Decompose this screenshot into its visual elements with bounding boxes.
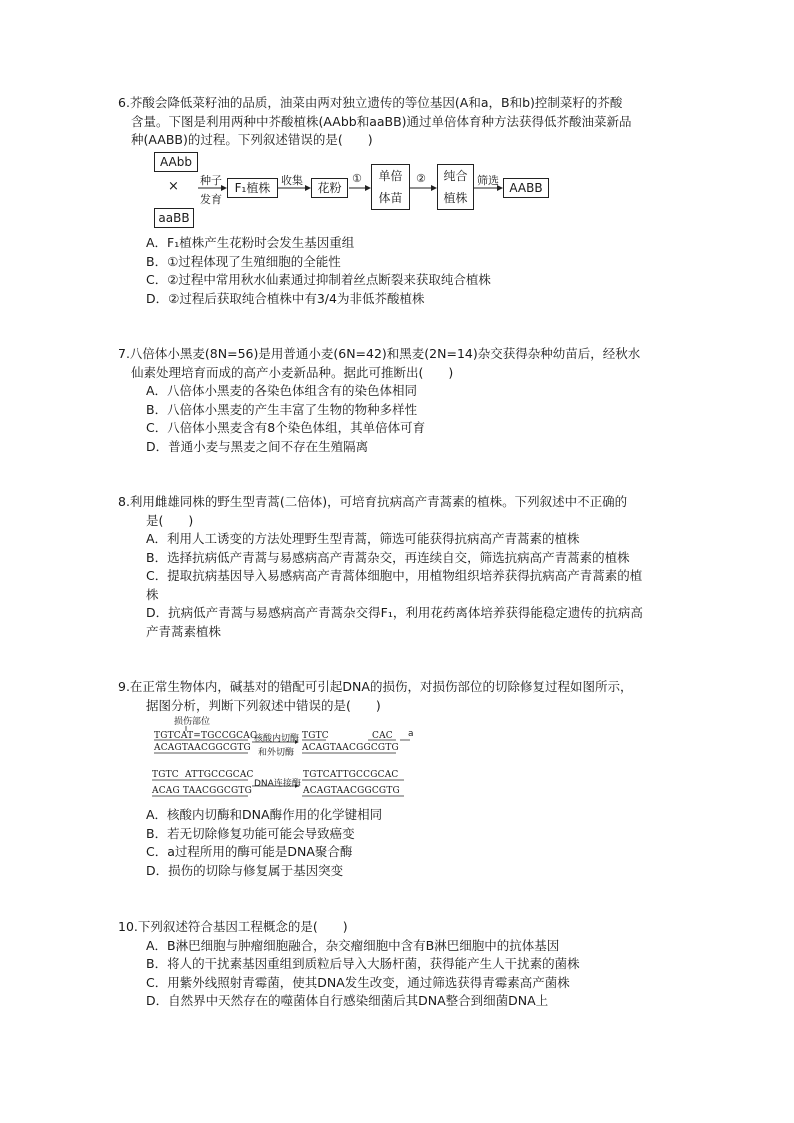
q9-strand3-bottom: ACAG TAACGGCGTG — [152, 786, 252, 796]
q6-pure-line1: 纯合 — [443, 169, 468, 183]
q7-option-b: B．八倍体小黑麦的产生丰富了生物的物种多样性 — [146, 401, 418, 417]
q9-option-a: A．核酸内切酶和DNA酶作用的化学键相同 — [146, 807, 383, 822]
q6-arrow2-label: 收集 — [281, 174, 303, 187]
q6-pure-box — [437, 164, 474, 210]
q8-stem-line1: 8.利用雌雄同株的野生型青蒿(二倍体)，可培育抗病高产青蒿素的植株。下列叙述中不正确的 — [118, 494, 628, 509]
q9-stem-line1: 9.在正常生物体内，碱基对的错配可引起DNA的损伤，对损伤部位的切除修复过程如图所示， — [118, 679, 633, 694]
q6-stem-line1: 6.芥酸会降低菜籽油的品质，油菜由两对独立遗传的等位基因(A和a，B和b)控制菜籽的芥酸 — [118, 95, 623, 110]
q9-option-c: C．a过程所用的酶可能是DNA聚合酶 — [146, 844, 353, 859]
q6-haploid-box — [371, 164, 410, 210]
q6-parent1-box: AAbb — [154, 152, 198, 172]
q7-option-a: A．八倍体小黑麦的各染色体组含有的染色体相同 — [146, 383, 418, 398]
question-8 — [118, 493, 708, 641]
q6-step2-label: ② — [416, 172, 426, 185]
q6-option-c: C．②过程中常用秋水仙素通过抑制着丝点断裂来获取纯合植株 — [146, 272, 491, 287]
q6-option-a: A．F₁植株产生花粉时会发生基因重组 — [146, 235, 355, 250]
q9-strand2-top-left: TGTC — [302, 731, 329, 741]
q10-option-b: B．将人的干扰素基因重组到质粒后导入大肠杆菌，获得能产生人干扰素的菌株 — [146, 956, 580, 971]
q8-option-b: B．选择抗病低产青蒿与易感病高产青蒿杂交，再连续自交，筛选抗病高产青蒿素的植株 — [146, 549, 630, 565]
q9-strand2-top-right: CAC — [372, 731, 393, 741]
q9-stem-line2: 据图分析，判断下列叙述中错误的是( ) — [146, 697, 381, 713]
question-10 — [118, 918, 708, 1011]
q6-arrow1-bottom-label: 发育 — [200, 193, 222, 206]
q10-option-d: D．自然界中天然存在的噬菌体自行感染细菌后其DNA整合到细菌DNA上 — [146, 993, 549, 1008]
q6-select-label: 筛选 — [477, 174, 499, 187]
q9-strand4-top: TGTCATTGCCGCAC — [303, 770, 399, 780]
q7-option-c: C．八倍体小黑麦含有8个染色体组，其单倍体可育 — [146, 420, 426, 435]
q7-stem-line2: 仙素处理培育而成的高产小麦新品种。据此可推断出( ) — [131, 364, 454, 380]
q8-option-d-line1: D．抗病低产青蒿与易感病高产青蒿杂交得F₁，利用花药离体培养获得能稳定遗传的抗病高 — [146, 605, 643, 620]
q6-option-d: D．②过程后获取纯合植株中有3/4为非低芥酸植株 — [146, 290, 425, 306]
q6-f1-box: F₁植株 — [227, 178, 278, 198]
q6-breeding-flowchart — [150, 150, 550, 230]
q9-strand3-top: TGTC ATTGCCGCAC — [152, 770, 254, 780]
q8-stem-line2: 是( ) — [146, 512, 194, 528]
q9-dna-repair-diagram — [150, 714, 414, 806]
q7-option-d: D．普通小麦与黑麦之间不存在生殖隔离 — [146, 438, 369, 454]
q6-cross-symbol: × — [168, 179, 179, 194]
question-9 — [118, 678, 708, 715]
q8-option-c-line2: 株 — [146, 586, 159, 602]
q9-damage-label: 损伤部位 — [174, 717, 211, 727]
question-6 — [118, 94, 708, 150]
q6-flowchart-arrows — [150, 150, 550, 230]
q6-result-box: AABB — [503, 178, 549, 198]
q9-strand1-bottom: ACAGTAACGGCGTG — [154, 743, 251, 753]
q6-stem-line2: 含量。下图是利用两种中芥酸植株(AAbb和aaBB)通过单倍体育种方法获得低芥酸油菜新品 — [131, 113, 632, 129]
q9-options — [118, 806, 708, 880]
q9-enzyme1-line2: 和外切酶 — [258, 748, 295, 758]
q9-strand4-bottom: ACAGTAACGGCGTG — [303, 786, 400, 796]
q7-stem-line1: 7.八倍体小黑麦(8N=56)是用普通小麦(6N=42)和黑麦(2N=14)杂交获得杂种幼苗后，经秋水 — [118, 346, 641, 361]
q6-option-b: B．①过程体现了生殖细胞的全能性 — [146, 253, 341, 269]
q6-pollen-box: 花粉 — [311, 178, 348, 198]
q6-stem-line3: 种(AABB)的过程。下列叙述错误的是( ) — [131, 132, 373, 147]
q9-option-b: B．若无切除修复功能可能会导致癌变 — [146, 825, 355, 841]
q6-haploid-line1: 单倍 — [378, 169, 403, 183]
q9-strand2-bottom: ACAGTAACGGCGTG — [302, 743, 399, 753]
q10-option-c: C．用紫外线照射青霉菌，使其DNA发生改变，通过筛选获得青霉素高产菌株 — [146, 974, 570, 990]
q8-option-c-line1: C．提取抗病基因导入易感病高产青蒿体细胞中，用植物组织培养获得抗病高产青蒿素的植 — [146, 568, 643, 583]
q6-pure-line2: 植株 — [443, 191, 468, 205]
q10-option-a: A．B淋巴细胞与肿瘤细胞融合，杂交瘤细胞中含有B淋巴细胞中的抗体基因 — [146, 937, 560, 953]
q9-enzyme2-label: DNA连接酶 — [254, 779, 301, 789]
q9-enzyme1-line1: 核酸内切酶 — [254, 734, 300, 744]
question-7 — [118, 345, 708, 456]
q9-strand1-top: TGTCAT=TGCCGCAC — [154, 731, 258, 741]
q6-options — [118, 234, 708, 308]
q10-stem-line1: 10.下列叙述符合基因工程概念的是( ) — [118, 919, 348, 934]
q6-haploid-line2: 体苗 — [378, 191, 403, 205]
q6-arrow1-top-label: 种子 — [200, 174, 222, 187]
q6-step1-label: ① — [352, 172, 362, 185]
q9-step-a-label: a — [408, 729, 414, 739]
q8-option-d-line2: 产青蒿素植株 — [146, 623, 222, 639]
q9-option-d: D．损伤的切除与修复属于基因突变 — [146, 862, 344, 878]
q6-parent2-box: aaBB — [154, 208, 194, 228]
q8-option-a: A．利用人工诱变的方法处理野生型青蒿，筛选可能获得抗病高产青蒿素的植株 — [146, 531, 580, 546]
